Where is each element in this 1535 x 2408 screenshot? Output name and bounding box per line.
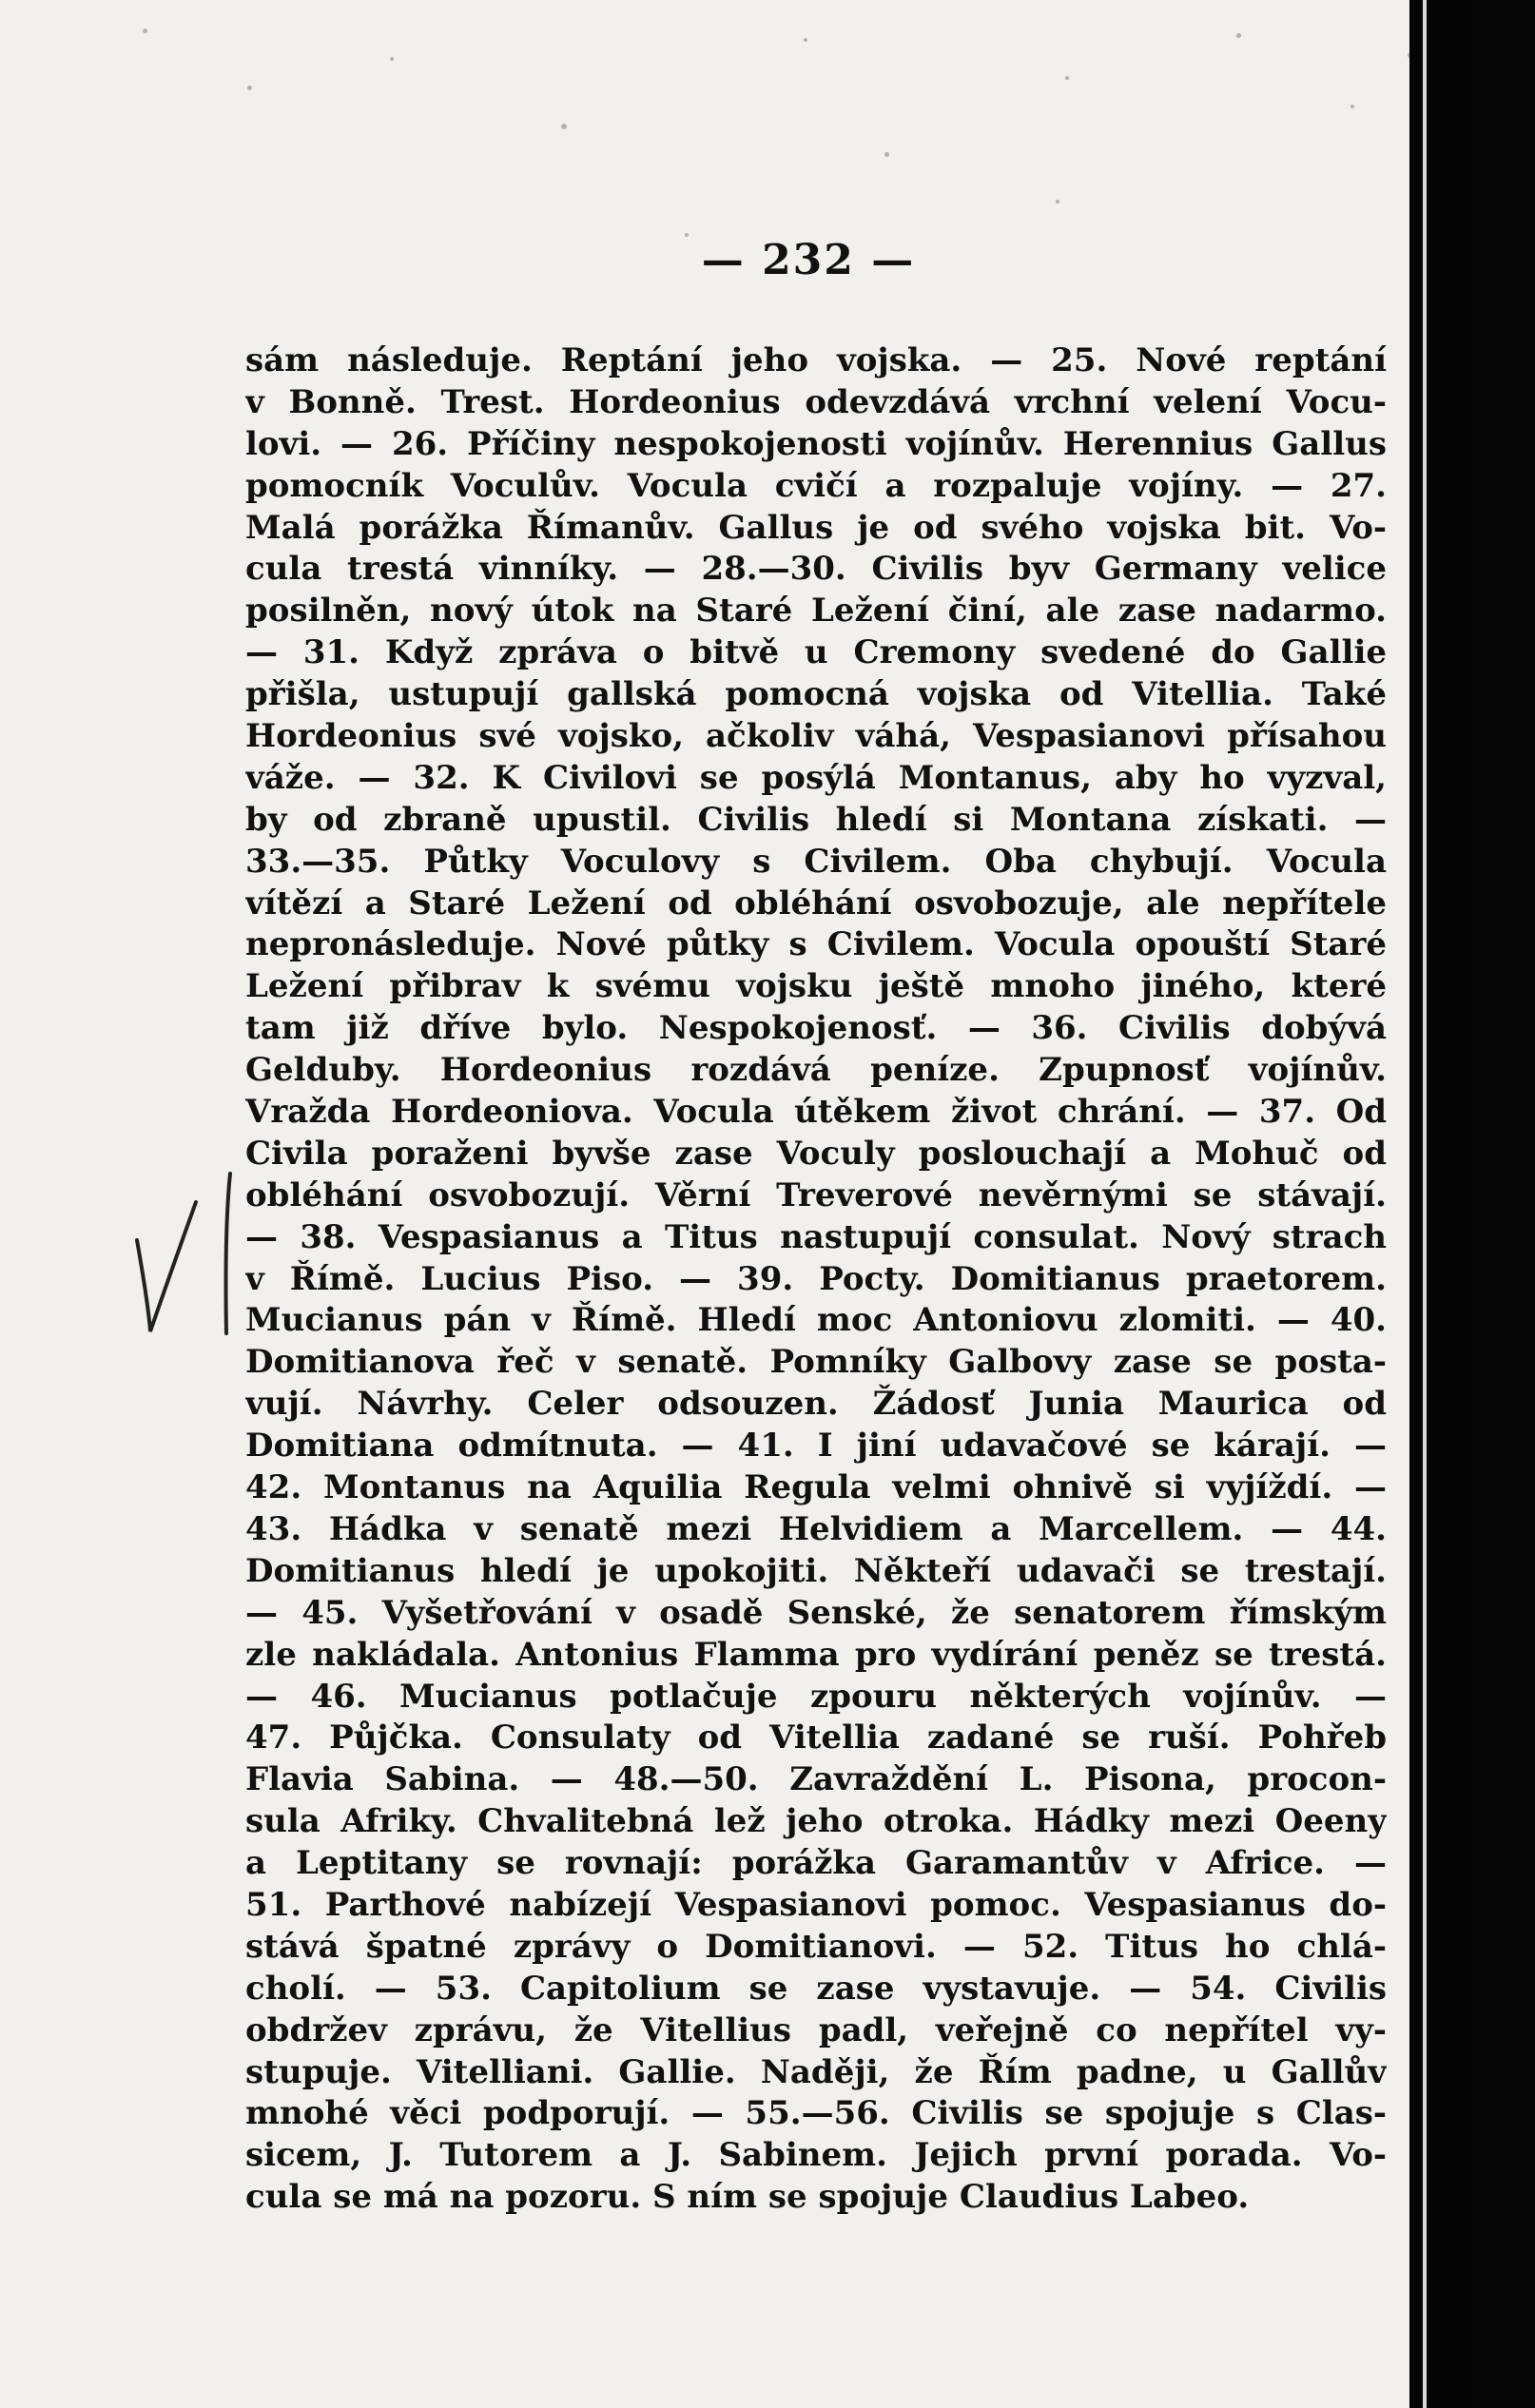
speckle xyxy=(1065,76,1069,80)
text-line: — 45. Vyšetřování v osadě Senské, že senatorem římským xyxy=(245,1593,1387,1632)
text-line: a Leptitany se rovnají: porážka Garamantův v Africe. — xyxy=(245,1844,1387,1883)
speckle xyxy=(1350,105,1354,108)
text-line: Malá porážka Římanův. Gallus je od svého vojska bit. Vo- xyxy=(245,508,1387,547)
text-line: Civila poraženi byvše zase Voculy poslouchají a Mohuč od xyxy=(245,1134,1387,1173)
text-line: Ležení přibrav k svému vojsku ještě mnoho jiného, které xyxy=(245,967,1387,1006)
page-edge xyxy=(1409,0,1472,2408)
text-line: posilněn, nový útok na Staré Ležení činí, ale zase nadarmo. xyxy=(245,592,1387,631)
text-line: vují. Návrhy. Celer odsouzen. Žádosť Junia Maurica od xyxy=(245,1385,1387,1424)
text-line: stává špatné zprávy o Domitianovi. — 52. Titus ho chlá- xyxy=(245,1927,1387,1966)
text-line: váže. — 32. K Civilovi se posýlá Montanus, aby ho vyzval, xyxy=(245,758,1387,797)
text-line: stupuje. Vitelliani. Gallie. Naději, že Řím padne, u Gallův xyxy=(245,2052,1387,2091)
text-line: vítězí a Staré Ležení od obléhání osvobozuje, ale nepřítele xyxy=(245,884,1387,922)
text-line: přišla, ustupují gallská pomocná vojska od Vitellia. Také xyxy=(245,675,1387,714)
speckle xyxy=(247,86,252,90)
text-line: sám následuje. Reptání jeho vojska. — 25. Nové reptání xyxy=(245,341,1387,379)
text-line: sula Afriky. Chvalitebná lež jeho otroka. Hádky mezi Oeeny xyxy=(245,1802,1387,1841)
text-line: obléhání osvobozují. Věrní Treverové nevěrnými se stávají. xyxy=(245,1175,1387,1214)
text-line: v Římě. Lucius Piso. — 39. Pocty. Domitianus praetorem. xyxy=(245,1259,1387,1298)
text-line: 47. Půjčka. Consulaty od Vitellia zadané se ruší. Pohřeb xyxy=(245,1719,1387,1757)
text-line: zle nakládala. Antonius Flamma pro vydírání peněz se trestá. xyxy=(245,1635,1387,1674)
speckle xyxy=(390,57,394,61)
text-line: — 38. Vespasianus a Titus nastupují consulat. Nový strach xyxy=(245,1217,1387,1256)
text-line: 33.—35. Půtky Voculovy s Civilem. Oba chybují. Vocula xyxy=(245,842,1387,881)
text-line: 43. Hádka v senatě mezi Helvidiem a Marcellem. — 44. xyxy=(245,1509,1387,1548)
text-line: mnohé věci podporují. — 55.—56. Civilis se spojuje s Clas- xyxy=(245,2094,1387,2133)
text-line: tam již dříve bylo. Nespokojenosť. — 36. Civilis dobývá xyxy=(245,1009,1387,1048)
margin-checkmark xyxy=(131,1162,236,1343)
text-line: sicem, J. Tutorem a J. Sabinem. Jejich první porada. Vo- xyxy=(245,2136,1387,2175)
speckle xyxy=(884,152,889,157)
text-line: Domitianus hledí je upokojiti. Někteří udavači se trestají. xyxy=(245,1551,1387,1590)
text-line: 42. Montanus na Aquilia Regula velmi ohnivě si vyjíždí. — xyxy=(245,1468,1387,1507)
speckle xyxy=(561,124,567,129)
text-line: Domitianova řeč v senatě. Pomníky Galbovy zase se posta- xyxy=(245,1343,1387,1382)
text-line: v Bonně. Trest. Hordeonius odevzdává vrchní velení Vocu- xyxy=(245,382,1387,421)
text-line: Domitiana odmítnuta. — 41. I jiní udavačové se kárají. — xyxy=(245,1427,1387,1466)
text-line: cula se má na pozoru. S ním se spojuje Claudius Labeo. xyxy=(245,2178,1250,2217)
page-number: — 232 — xyxy=(701,236,916,284)
speckle xyxy=(804,38,807,42)
text-line: lovi. — 26. Příčiny nespokojenosti vojínův. Herennius Gallus xyxy=(245,424,1387,463)
text-line: Flavia Sabina. — 48.—50. Zavraždění L. Pisona, procon- xyxy=(245,1760,1387,1799)
text-line: 51. Parthové nabízejí Vespasianovi pomoc. Vespasianus do- xyxy=(245,1885,1387,1924)
text-line: cholí. — 53. Capitolium se zase vystavuje. — 54. Civilis xyxy=(245,1969,1387,2008)
text-line: — 46. Mucianus potlačuje zpouru některých vojínův. — xyxy=(245,1677,1387,1716)
text-line: Gelduby. Hordeonius rozdává peníze. Zpupnosť vojínův. xyxy=(245,1051,1387,1090)
text-line: cula trestá vinníky. — 28.—30. Civilis byv Germany velice xyxy=(245,550,1387,589)
speckle xyxy=(143,29,147,33)
text-line: Mucianus pán v Římě. Hledí moc Antoniovu zlomiti. — 40. xyxy=(245,1301,1387,1340)
text-line: Hordeonius své vojsko, ačkoliv váhá, Vespasianovi přísahou xyxy=(245,717,1387,756)
text-line: by od zbraně upustil. Civilis hledí si Montana získati. — xyxy=(245,800,1387,839)
text-line: — 31. Když zpráva o bitvě u Cremony svedené do Gallie xyxy=(245,633,1387,672)
speckle xyxy=(1236,33,1241,38)
text-line: Vražda Hordeoniova. Vocula útěkem život chrání. — 37. Od xyxy=(245,1093,1387,1132)
text-line: nepronásleduje. Nové půtky s Civilem. Vocula opouští Staré xyxy=(245,925,1387,964)
text-line: pomocník Voculův. Vocula cvičí a rozpaluje vojíny. — 27. xyxy=(245,466,1387,505)
text-line: obdržev zprávu, že Vitellius padl, veřejně co nepřítel vy- xyxy=(245,2010,1387,2049)
body-text xyxy=(245,340,1387,2219)
speckle xyxy=(1056,200,1059,204)
